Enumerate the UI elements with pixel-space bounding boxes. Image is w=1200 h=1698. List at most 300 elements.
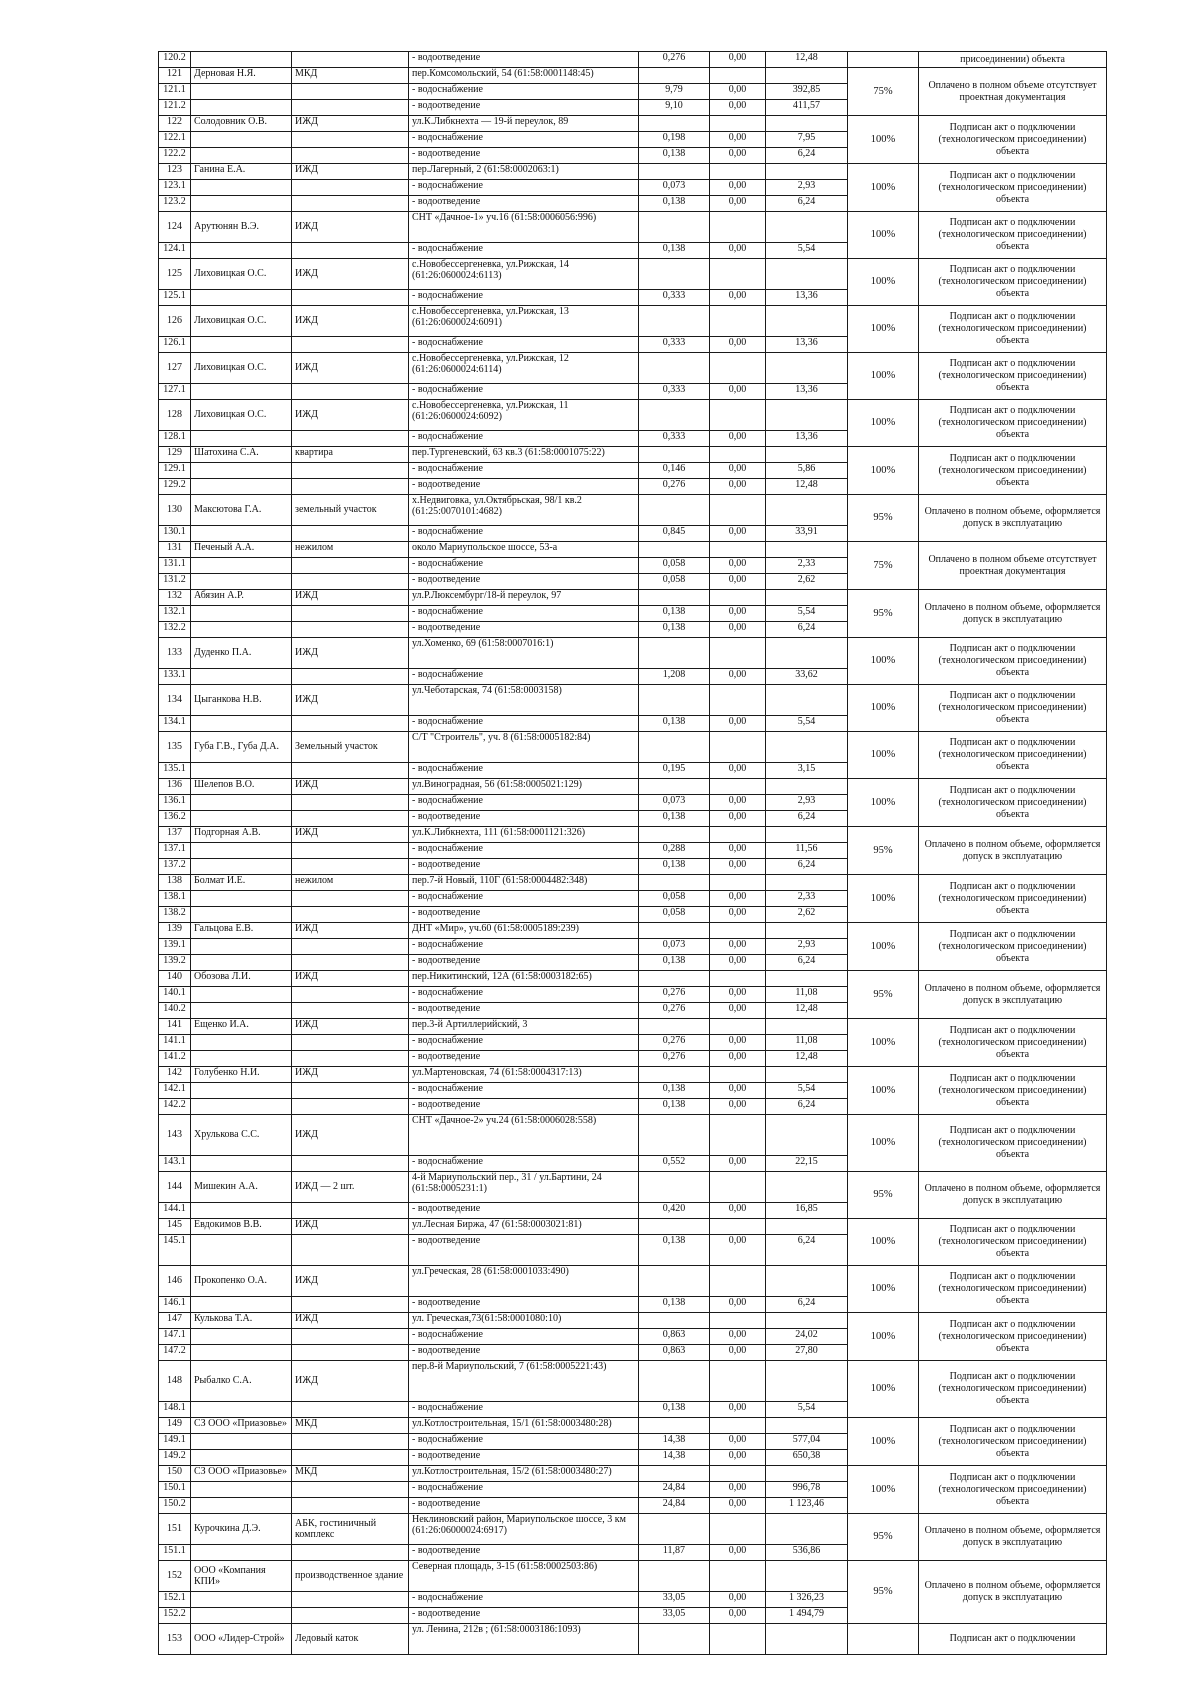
row-number-cell: 135.1	[159, 763, 191, 779]
extra-value-cell: 0,00	[710, 939, 766, 955]
extra-value-cell	[710, 400, 766, 431]
object-type-cell	[292, 1402, 409, 1418]
status-cell: Подписан акт о подключении (технологическом присоединении) объекта	[919, 306, 1107, 353]
address-cell: Неклиновский район, Мариупольское шоссе, 3 км (61:26:06000024:6917)	[409, 1514, 639, 1545]
applicant-cell	[191, 763, 292, 779]
fee-value-cell: 5,86	[766, 463, 848, 479]
fee-value-cell: 13,36	[766, 337, 848, 353]
object-type-cell	[292, 1450, 409, 1466]
status-cell: Оплачено в полном объеме отсутствует проектная документация	[919, 68, 1107, 116]
object-type-cell	[292, 1235, 409, 1266]
row-number-cell: 131	[159, 542, 191, 558]
fee-value-cell: 577,04	[766, 1434, 848, 1450]
address-cell: - водоотведение	[409, 811, 639, 827]
fee-value-cell: 11,08	[766, 987, 848, 1003]
status-cell: Оплачено в полном объеме, оформляется допуск в эксплуатацию	[919, 495, 1107, 542]
applicant-cell	[191, 1003, 292, 1019]
address-cell: с.Новобессергеневка, ул.Рижская, 14 (61:26:0600024:6113)	[409, 259, 639, 290]
fee-value-cell: 1 494,79	[766, 1608, 848, 1624]
extra-value-cell: 0,00	[710, 1498, 766, 1514]
extra-value-cell	[710, 1361, 766, 1402]
table-row	[159, 1361, 1107, 1402]
completion-percent-cell	[848, 52, 919, 68]
extra-value-cell: 0,00	[710, 1035, 766, 1051]
object-type-cell: ИЖД	[292, 116, 409, 132]
address-cell: с.Новобессергеневка, ул.Рижская, 12 (61:26:0600024:6114)	[409, 353, 639, 384]
address-cell: - водоснабжение	[409, 558, 639, 574]
completion-percent-cell: 100%	[848, 306, 919, 353]
object-type-cell	[292, 716, 409, 732]
address-cell: СНТ «Дачное-2» уч.24 (61:58:0006028:558)	[409, 1115, 639, 1156]
address-cell: пер.3-й Артиллерийский, 3	[409, 1019, 639, 1035]
object-type-cell	[292, 180, 409, 196]
address-cell: пер.Тургеневский, 63 кв.3 (61:58:0001075:22)	[409, 447, 639, 463]
extra-value-cell: 0,00	[710, 84, 766, 100]
applicant-cell: Дерновая Н.Я.	[191, 68, 292, 84]
address-cell: 4-й Мариупольский пер., 31 / ул.Бартини, 24 (61:58:0005231:1)	[409, 1172, 639, 1203]
load-value-cell	[639, 495, 710, 526]
load-value-cell: 0,276	[639, 987, 710, 1003]
load-value-cell	[639, 1466, 710, 1482]
status-cell: Подписан акт о подключении (технологическом присоединении) объекта	[919, 923, 1107, 971]
address-cell: - водоснабжение	[409, 1035, 639, 1051]
applicant-cell	[191, 1156, 292, 1172]
status-cell: Подписан акт о подключении (технологическом присоединении) объекта	[919, 1313, 1107, 1361]
object-type-cell: МКД	[292, 1466, 409, 1482]
extra-value-cell: 0,00	[710, 148, 766, 164]
fee-value-cell: 12,48	[766, 1003, 848, 1019]
fee-value-cell	[766, 1361, 848, 1402]
object-type-cell	[292, 907, 409, 923]
row-number-cell: 147.1	[159, 1329, 191, 1345]
address-cell: с.Новобессергеневка, ул.Рижская, 13 (61:26:0600024:6091)	[409, 306, 639, 337]
address-cell: ул.Виноградная, 56 (61:58:0005021:129)	[409, 779, 639, 795]
fee-value-cell: 13,36	[766, 431, 848, 447]
load-value-cell	[639, 779, 710, 795]
row-number-cell: 136.1	[159, 795, 191, 811]
completion-percent-cell: 100%	[848, 923, 919, 971]
applicant-cell: Курочкина Д.Э.	[191, 1514, 292, 1545]
fee-value-cell: 13,36	[766, 384, 848, 400]
address-cell: - водоотведение	[409, 1608, 639, 1624]
address-cell: - водоснабжение	[409, 1083, 639, 1099]
load-value-cell: 0,138	[639, 1297, 710, 1313]
fee-value-cell	[766, 1561, 848, 1592]
row-number-cell: 153	[159, 1624, 191, 1655]
fee-value-cell: 16,85	[766, 1203, 848, 1219]
extra-value-cell	[710, 68, 766, 84]
load-value-cell	[639, 732, 710, 763]
row-number-cell: 142.1	[159, 1083, 191, 1099]
applicant-cell	[191, 52, 292, 68]
fee-value-cell	[766, 1624, 848, 1655]
object-type-cell: ИЖД	[292, 400, 409, 431]
row-number-cell: 128.1	[159, 431, 191, 447]
load-value-cell: 9,10	[639, 100, 710, 116]
load-value-cell: 0,138	[639, 622, 710, 638]
object-type-cell	[292, 1345, 409, 1361]
table-row	[159, 1067, 1107, 1083]
object-type-cell	[292, 811, 409, 827]
fee-value-cell: 6,24	[766, 148, 848, 164]
fee-value-cell	[766, 212, 848, 243]
row-number-cell: 143.1	[159, 1156, 191, 1172]
address-cell: С/Т "Строитель", уч. 8 (61:58:0005182:84)	[409, 732, 639, 763]
object-type-cell	[292, 132, 409, 148]
fee-value-cell: 6,24	[766, 1235, 848, 1266]
address-cell: - водоотведение	[409, 1099, 639, 1115]
object-type-cell	[292, 939, 409, 955]
object-type-cell: ИЖД	[292, 779, 409, 795]
table-row	[159, 1219, 1107, 1235]
completion-percent-cell: 95%	[848, 590, 919, 638]
fee-value-cell: 2,62	[766, 574, 848, 590]
status-cell: Подписан акт о подключении (технологическом присоединении) объекта	[919, 1115, 1107, 1172]
fee-value-cell: 13,36	[766, 290, 848, 306]
load-value-cell	[639, 212, 710, 243]
table-row	[159, 1313, 1107, 1329]
table-row	[159, 1418, 1107, 1434]
address-cell: - водоснабжение	[409, 1329, 639, 1345]
applicant-cell	[191, 1402, 292, 1418]
address-cell: - водоотведение	[409, 1450, 639, 1466]
load-value-cell: 0,138	[639, 1099, 710, 1115]
fee-value-cell	[766, 1019, 848, 1035]
address-cell: - водоснабжение	[409, 1434, 639, 1450]
row-number-cell: 149.1	[159, 1434, 191, 1450]
load-value-cell: 0,276	[639, 479, 710, 495]
load-value-cell: 0,276	[639, 1003, 710, 1019]
object-type-cell	[292, 290, 409, 306]
fee-value-cell: 22,15	[766, 1156, 848, 1172]
load-value-cell: 14,38	[639, 1450, 710, 1466]
fee-value-cell: 996,78	[766, 1482, 848, 1498]
applicant-cell	[191, 1482, 292, 1498]
address-cell: - водоотведение	[409, 1051, 639, 1067]
applicant-cell	[191, 337, 292, 353]
extra-value-cell: 0,00	[710, 132, 766, 148]
address-cell: - водоотведение	[409, 1003, 639, 1019]
fee-value-cell: 33,62	[766, 669, 848, 685]
address-cell: ул.К.Либкнехта, 111 (61:58:0001121:326)	[409, 827, 639, 843]
applicant-cell	[191, 1297, 292, 1313]
load-value-cell	[639, 971, 710, 987]
table-row	[159, 1514, 1107, 1545]
row-number-cell: 146	[159, 1266, 191, 1297]
table-row	[159, 259, 1107, 290]
object-type-cell	[292, 891, 409, 907]
completion-percent-cell: 100%	[848, 1019, 919, 1067]
address-cell: - водоснабжение	[409, 431, 639, 447]
extra-value-cell: 0,00	[710, 574, 766, 590]
object-type-cell	[292, 52, 409, 68]
row-number-cell: 129	[159, 447, 191, 463]
row-number-cell: 139.2	[159, 955, 191, 971]
object-type-cell: нежилом	[292, 542, 409, 558]
applicant-cell	[191, 716, 292, 732]
row-number-cell: 137	[159, 827, 191, 843]
address-cell: СНТ «Дачное-1» уч.16 (61:58:0006056:996)	[409, 212, 639, 243]
object-type-cell: ИЖД	[292, 1266, 409, 1297]
load-value-cell: 0,058	[639, 574, 710, 590]
completion-percent-cell: 100%	[848, 116, 919, 164]
row-number-cell: 133.1	[159, 669, 191, 685]
object-type-cell	[292, 795, 409, 811]
load-value-cell: 24,84	[639, 1498, 710, 1514]
extra-value-cell: 0,00	[710, 1345, 766, 1361]
applicant-cell: Прокопенко О.А.	[191, 1266, 292, 1297]
object-type-cell: ИЖД	[292, 1019, 409, 1035]
applicant-cell	[191, 1083, 292, 1099]
object-type-cell	[292, 1083, 409, 1099]
applicant-cell	[191, 431, 292, 447]
applicant-cell: Кулькова Т.А.	[191, 1313, 292, 1329]
load-value-cell: 0,138	[639, 811, 710, 827]
applicant-cell: Шелепов В.О.	[191, 779, 292, 795]
load-value-cell: 0,333	[639, 337, 710, 353]
row-number-cell: 145.1	[159, 1235, 191, 1266]
extra-value-cell: 0,00	[710, 859, 766, 875]
load-value-cell: 11,87	[639, 1545, 710, 1561]
row-number-cell: 120.2	[159, 52, 191, 68]
load-value-cell: 0,195	[639, 763, 710, 779]
extra-value-cell: 0,00	[710, 622, 766, 638]
applicant-cell	[191, 795, 292, 811]
extra-value-cell	[710, 353, 766, 384]
registry-sheet	[158, 51, 1107, 1655]
fee-value-cell	[766, 259, 848, 290]
extra-value-cell: 0,00	[710, 891, 766, 907]
fee-value-cell	[766, 1418, 848, 1434]
object-type-cell	[292, 1434, 409, 1450]
extra-value-cell: 0,00	[710, 1099, 766, 1115]
row-number-cell: 139.1	[159, 939, 191, 955]
load-value-cell: 0,073	[639, 180, 710, 196]
table-row	[159, 116, 1107, 132]
fee-value-cell	[766, 732, 848, 763]
status-cell: Оплачено в полном объеме, оформляется допуск в эксплуатацию	[919, 971, 1107, 1019]
object-type-cell: ИЖД	[292, 685, 409, 716]
table-row	[159, 779, 1107, 795]
address-cell: - водоснабжение	[409, 891, 639, 907]
fee-value-cell	[766, 1115, 848, 1156]
row-number-cell: 131.2	[159, 574, 191, 590]
applicant-cell	[191, 891, 292, 907]
extra-value-cell	[710, 1019, 766, 1035]
applicant-cell	[191, 606, 292, 622]
status-cell: Подписан акт о подключении	[919, 1624, 1107, 1655]
object-type-cell	[292, 987, 409, 1003]
status-cell: Подписан акт о подключении (технологическом присоединении) объекта	[919, 116, 1107, 164]
completion-percent-cell: 100%	[848, 1067, 919, 1115]
load-value-cell	[639, 447, 710, 463]
row-number-cell: 124.1	[159, 243, 191, 259]
connections-table	[158, 51, 1107, 1655]
row-number-cell: 144.1	[159, 1203, 191, 1219]
address-cell: - водоснабжение	[409, 763, 639, 779]
table-row	[159, 400, 1107, 431]
row-number-cell: 150	[159, 1466, 191, 1482]
applicant-cell	[191, 384, 292, 400]
load-value-cell: 0,845	[639, 526, 710, 542]
fee-value-cell: 3,15	[766, 763, 848, 779]
address-cell: ул.Лесная Биржа, 47 (61:58:0003021:81)	[409, 1219, 639, 1235]
status-cell: Подписан акт о подключении (технологическом присоединении) объекта	[919, 1067, 1107, 1115]
address-cell: ул.Мартеновская, 74 (61:58:0004317:13)	[409, 1067, 639, 1083]
address-cell: - водоотведение	[409, 574, 639, 590]
object-type-cell: ИЖД	[292, 1313, 409, 1329]
status-cell: Подписан акт о подключении (технологическом присоединении) объекта	[919, 259, 1107, 306]
applicant-cell	[191, 1235, 292, 1266]
row-number-cell: 149.2	[159, 1450, 191, 1466]
load-value-cell: 0,552	[639, 1156, 710, 1172]
address-cell: ул.Р.Люксембург/18-й переулок, 97	[409, 590, 639, 606]
extra-value-cell	[710, 827, 766, 843]
table-row	[159, 68, 1107, 84]
extra-value-cell: 0,00	[710, 52, 766, 68]
table-row	[159, 353, 1107, 384]
object-type-cell: производственное здание	[292, 1561, 409, 1592]
load-value-cell	[639, 116, 710, 132]
object-type-cell: ИЖД	[292, 164, 409, 180]
table-row	[159, 827, 1107, 843]
applicant-cell: Абязин А.Р.	[191, 590, 292, 606]
applicant-cell	[191, 1051, 292, 1067]
row-number-cell: 122.1	[159, 132, 191, 148]
load-value-cell: 0,058	[639, 907, 710, 923]
fee-value-cell	[766, 1266, 848, 1297]
status-cell: Подписан акт о подключении (технологическом присоединении) объекта	[919, 164, 1107, 212]
address-cell: - водоснабжение	[409, 1592, 639, 1608]
fee-value-cell	[766, 353, 848, 384]
extra-value-cell	[710, 923, 766, 939]
extra-value-cell	[710, 779, 766, 795]
fee-value-cell: 6,24	[766, 811, 848, 827]
load-value-cell: 0,420	[639, 1203, 710, 1219]
extra-value-cell: 0,00	[710, 243, 766, 259]
applicant-cell	[191, 463, 292, 479]
fee-value-cell: 2,93	[766, 795, 848, 811]
table-row	[159, 1019, 1107, 1035]
row-number-cell: 132	[159, 590, 191, 606]
row-number-cell: 150.1	[159, 1482, 191, 1498]
address-cell: - водоотведение	[409, 148, 639, 164]
completion-percent-cell: 100%	[848, 1115, 919, 1172]
row-number-cell: 137.2	[159, 859, 191, 875]
object-type-cell	[292, 84, 409, 100]
extra-value-cell	[710, 116, 766, 132]
extra-value-cell	[710, 495, 766, 526]
load-value-cell	[639, 164, 710, 180]
extra-value-cell	[710, 259, 766, 290]
load-value-cell	[639, 590, 710, 606]
table-row	[159, 212, 1107, 243]
load-value-cell	[639, 1172, 710, 1203]
row-number-cell: 138.2	[159, 907, 191, 923]
row-number-cell: 122.2	[159, 148, 191, 164]
fee-value-cell: 11,08	[766, 1035, 848, 1051]
table-row	[159, 542, 1107, 558]
applicant-cell	[191, 669, 292, 685]
load-value-cell	[639, 1514, 710, 1545]
completion-percent-cell: 100%	[848, 400, 919, 447]
fee-value-cell	[766, 779, 848, 795]
row-number-cell: 127.1	[159, 384, 191, 400]
address-cell: - водоснабжение	[409, 669, 639, 685]
completion-percent-cell: 95%	[848, 1561, 919, 1624]
fee-value-cell	[766, 685, 848, 716]
completion-percent-cell: 100%	[848, 875, 919, 923]
row-number-cell: 135	[159, 732, 191, 763]
extra-value-cell: 0,00	[710, 795, 766, 811]
completion-percent-cell: 95%	[848, 827, 919, 875]
applicant-cell	[191, 1434, 292, 1450]
fee-value-cell	[766, 68, 848, 84]
table-row	[159, 1561, 1107, 1592]
applicant-cell	[191, 955, 292, 971]
applicant-cell: ООО «Лидер-Строй»	[191, 1624, 292, 1655]
completion-percent-cell: 100%	[848, 164, 919, 212]
load-value-cell: 0,863	[639, 1329, 710, 1345]
object-type-cell	[292, 337, 409, 353]
object-type-cell	[292, 1051, 409, 1067]
row-number-cell: 148.1	[159, 1402, 191, 1418]
row-number-cell: 121.1	[159, 84, 191, 100]
fee-value-cell	[766, 590, 848, 606]
applicant-cell: Шатохина С.А.	[191, 447, 292, 463]
object-type-cell: Земельный участок	[292, 732, 409, 763]
extra-value-cell: 0,00	[710, 1051, 766, 1067]
completion-percent-cell: 100%	[848, 1418, 919, 1466]
object-type-cell	[292, 1297, 409, 1313]
object-type-cell: АБК, гостиничный комплекс	[292, 1514, 409, 1545]
applicant-cell	[191, 622, 292, 638]
status-cell: Подписан акт о подключении (технологическом присоединении) объекта	[919, 779, 1107, 827]
load-value-cell: 0,276	[639, 1035, 710, 1051]
extra-value-cell: 0,00	[710, 180, 766, 196]
object-type-cell	[292, 1608, 409, 1624]
load-value-cell: 0,138	[639, 196, 710, 212]
applicant-cell: Солодовник О.В.	[191, 116, 292, 132]
extra-value-cell	[710, 685, 766, 716]
applicant-cell	[191, 843, 292, 859]
extra-value-cell: 0,00	[710, 606, 766, 622]
applicant-cell: Хрулькова С.С.	[191, 1115, 292, 1156]
applicant-cell	[191, 1329, 292, 1345]
row-number-cell: 132.2	[159, 622, 191, 638]
applicant-cell	[191, 1035, 292, 1051]
row-number-cell: 152.2	[159, 1608, 191, 1624]
extra-value-cell: 0,00	[710, 1592, 766, 1608]
status-cell: присоединении) объекта	[919, 52, 1107, 68]
extra-value-cell: 0,00	[710, 196, 766, 212]
load-value-cell	[639, 400, 710, 431]
address-cell: х.Недвиговка, ул.Октябрьская, 98/1 кв.2 (61:25:0070101:4682)	[409, 495, 639, 526]
row-number-cell: 126.1	[159, 337, 191, 353]
address-cell: - водоснабжение	[409, 1402, 639, 1418]
fee-value-cell: 650,38	[766, 1450, 848, 1466]
row-number-cell: 142	[159, 1067, 191, 1083]
row-number-cell: 128	[159, 400, 191, 431]
row-number-cell: 125	[159, 259, 191, 290]
fee-value-cell: 5,54	[766, 606, 848, 622]
table-row	[159, 1172, 1107, 1203]
object-type-cell: ИЖД	[292, 1219, 409, 1235]
row-number-cell: 124	[159, 212, 191, 243]
address-cell: - водоснабжение	[409, 1156, 639, 1172]
extra-value-cell: 0,00	[710, 290, 766, 306]
applicant-cell: Лиховицкая О.С.	[191, 400, 292, 431]
